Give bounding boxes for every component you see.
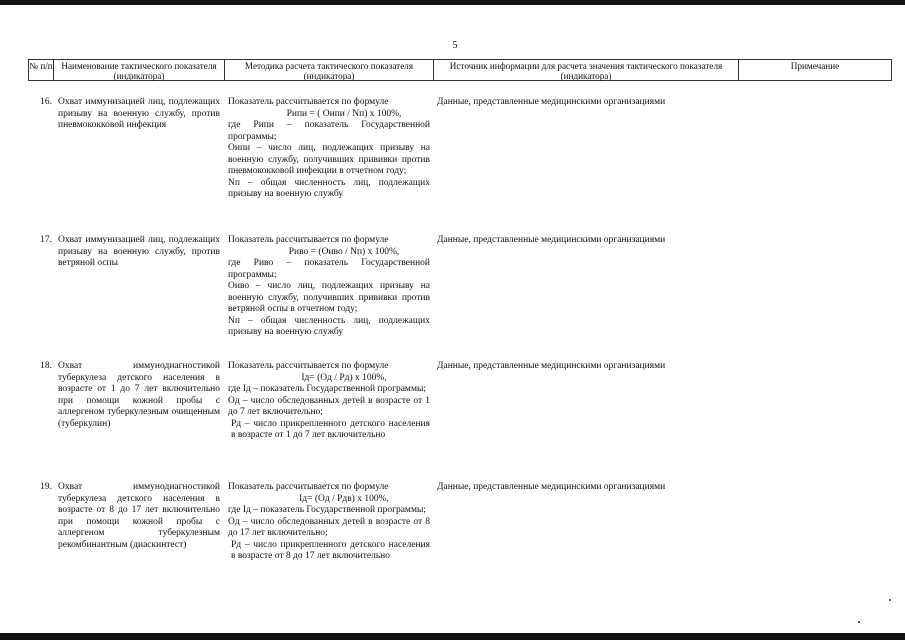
indicator-name: Охват иммунодиагностикой туберкулеза детского населения в возрасте от 1 до 7 лет включительно при помощи кожной пробы с аллергеном туберкулезным очищенным (туберкулин) (58, 361, 220, 429)
method-line: Nп – общая численность лиц, подлежащих призыву на военную службу (228, 177, 430, 199)
information-source: Данные, представленные медицинскими организациями (437, 482, 666, 492)
page-number: 5 (452, 40, 458, 51)
header-col-method: Методика расчета тактического показателя (индикатора) (224, 59, 433, 81)
method-formula: Iд= (Oд / Pдв) x 100%, (299, 493, 389, 504)
calculation-method (228, 482, 430, 563)
header-col-number: № п/п (28, 59, 53, 81)
method-line: где Pиво – показатель Государственной программы; (228, 258, 430, 280)
row-number: 18. (40, 361, 52, 371)
method-line: Pд – число прикрепленного детского населения в возрасте от 8 до 17 лет включительно (231, 539, 430, 561)
header-col-note: Примечание (738, 59, 892, 81)
method-intro: Показатель рассчитывается по формуле (228, 482, 389, 492)
method-line: Oиво – число лиц, подлежащих призыву на военную службу, получивших прививки против ветряной оспы в отчетном году; (228, 281, 430, 314)
calculation-method (228, 235, 430, 339)
row-number: 17. (40, 235, 52, 245)
method-line: где Pипи – показатель Государственной программы; (228, 120, 430, 142)
method-line: Oд – число обследованных детей в возрасте от 1 до 7 лет включительно; (228, 395, 430, 417)
information-source: Данные, представленные медицинскими организациями (437, 97, 666, 107)
scan-speck (889, 599, 891, 601)
information-source: Данные, представленные медицинскими организациями (437, 235, 666, 245)
method-line: Oипи – число лиц, подлежащих призыву на военную службу, получивших прививки против пневмококковой инфекции в отчетном году; (228, 143, 430, 176)
header-col-name: Наименование тактического показателя (индикатора) (53, 59, 224, 81)
row-number: 16. (40, 97, 52, 107)
scan-bottom-border (0, 633, 905, 640)
indicator-name: Охват иммунизацией лиц, подлежащих призыву на военную службу, против пневмококковой инфекция (58, 97, 220, 130)
method-intro: Показатель рассчитывается по формуле (228, 361, 389, 371)
indicator-name: Охват иммунизацией лиц, подлежащих призыву на военную службу, против ветряной оспы (58, 235, 220, 268)
method-formula: Pиво = (Oиво / Nп) x 100%, (288, 246, 400, 257)
method-formula: Pипи = ( Oипи / Nп) x 100%, (286, 108, 402, 119)
scan-top-border (0, 0, 905, 5)
method-intro: Показатель рассчитывается по формуле (228, 97, 389, 107)
indicator-name: Охват иммунодиагностикой туберкулеза детского населения в возрасте от 8 до 17 лет включительно при помощи кожной пробы с аллергеном туберкулезным рекомбинантным (диаскинтест) (58, 482, 220, 550)
method-line: где Iд – показатель Государственной программы; (228, 505, 426, 515)
method-line: Nп – общая численность лиц, подлежащих призыву на военную службу (228, 315, 430, 337)
method-formula: Iд= (Oд / Pд) x 100%, (301, 372, 387, 383)
information-source: Данные, представленные медицинскими организациями (437, 361, 666, 371)
method-line: Oд – число обследованных детей в возрасте от 8 до 17 лет включительно; (228, 516, 430, 538)
method-intro: Показатель рассчитывается по формуле (228, 235, 389, 245)
scan-speck (858, 621, 860, 623)
method-line: где Iд – показатель Государственной программы; (228, 384, 426, 394)
calculation-method (228, 97, 430, 201)
calculation-method (228, 361, 430, 442)
header-col-source: Источник информации для расчета значения тактического показателя (индикатора) (433, 59, 738, 81)
method-line: Pд – число прикрепленного детского населения в возрасте от 1 до 7 лет включительно (231, 418, 430, 440)
row-number: 19. (40, 482, 52, 492)
